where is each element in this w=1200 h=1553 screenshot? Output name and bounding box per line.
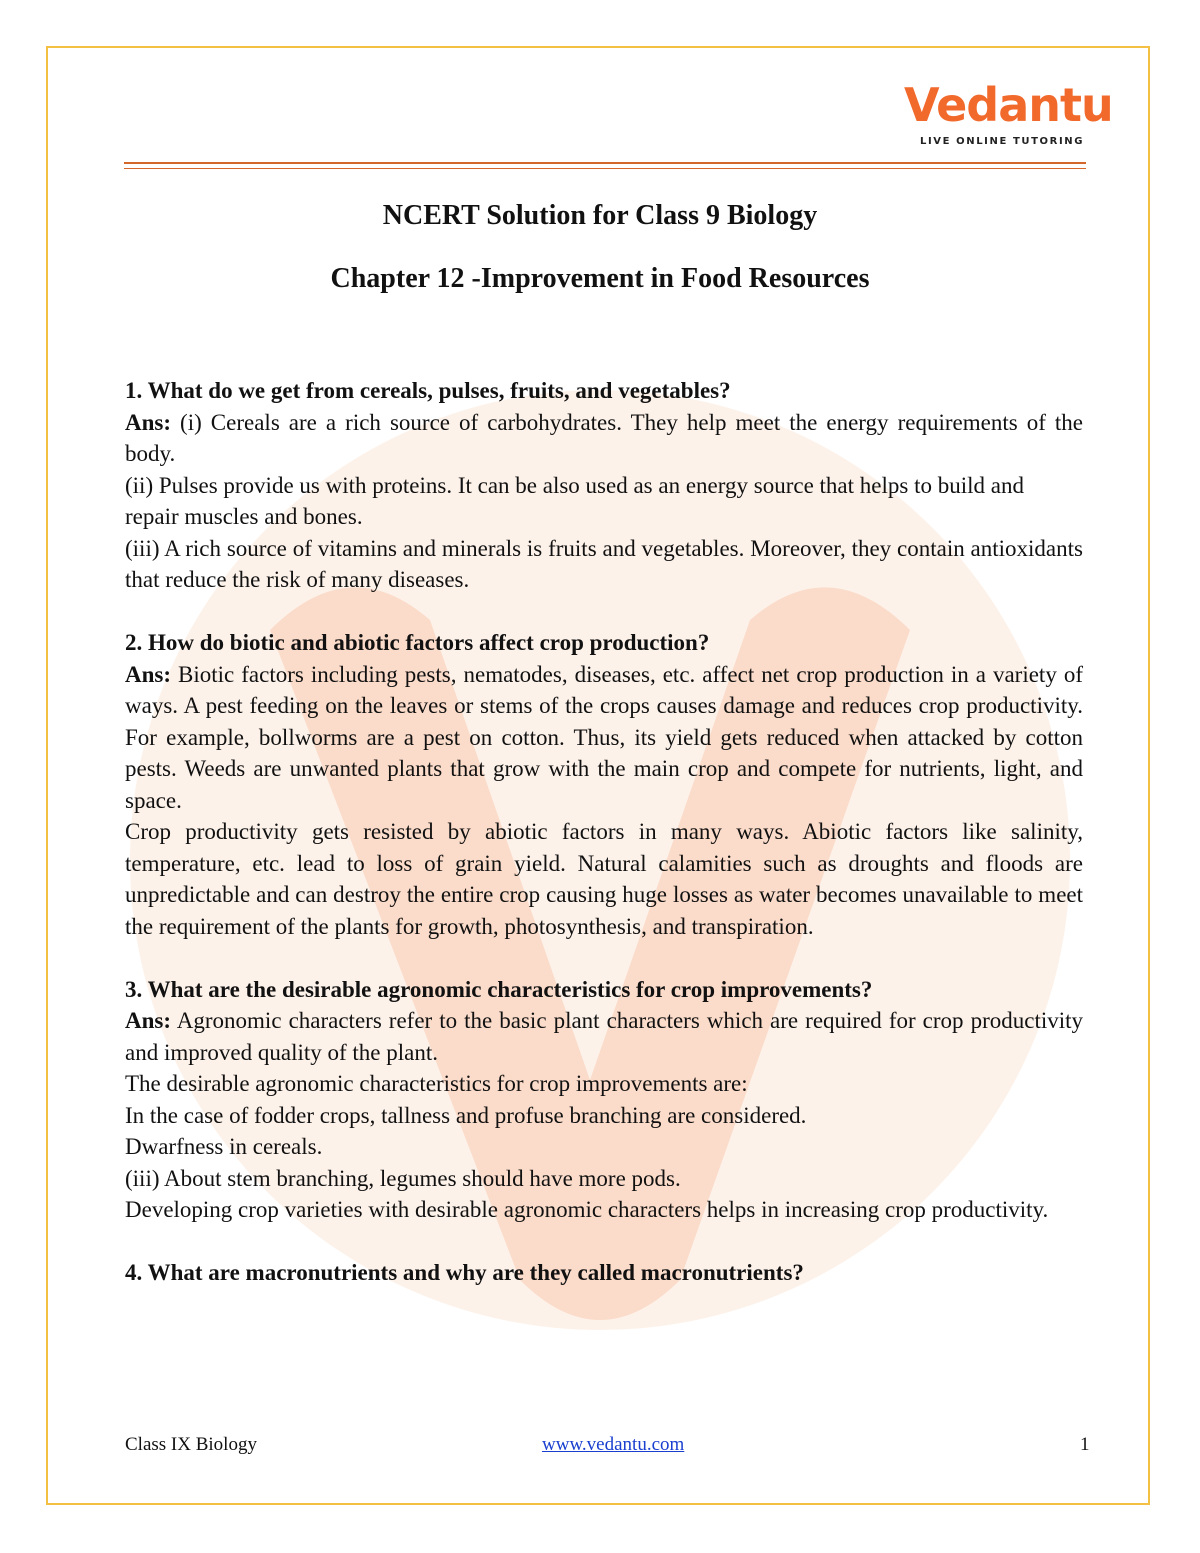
answer-label: Ans:	[125, 409, 172, 435]
answer-label: Ans:	[125, 1008, 172, 1033]
answer-1	[125, 407, 1083, 470]
answer-text: Agronomic characters refer to the basic plant characters which are required for crop productivity and improved quality of the plant.	[125, 1008, 1083, 1065]
answer-line: repair muscles and bones.	[125, 504, 363, 529]
question-block-1	[125, 375, 1083, 596]
question-block-2	[125, 627, 1083, 942]
content	[125, 375, 1083, 1289]
answer-line: Dwarfness in cereals.	[125, 1134, 323, 1159]
answer-line: Developing crop varieties with desirable agronomic characters helps in increasing crop productivity.	[125, 1197, 1049, 1222]
question-block-4	[125, 1257, 1083, 1289]
header-rule	[124, 162, 1086, 164]
footer-website-link[interactable]: www.vedantu.com	[542, 1434, 685, 1455]
answer-line: The desirable agronomic characteristics for crop improvements are:	[125, 1071, 748, 1096]
question-block-3	[125, 974, 1083, 1226]
question-4: 4. What are macronutrients and why are they called macronutrients?	[125, 1260, 804, 1285]
answer-2	[125, 659, 1083, 817]
answer-line: (ii) Pulses provide us with proteins. It can be also used as an energy source that helps to build and	[125, 472, 1024, 498]
vedantu-logo	[904, 78, 1113, 150]
logo-brand: Vedantu	[904, 78, 1113, 132]
question-1: 1. What do we get from cereals, pulses, fruits, and vegetables?	[125, 378, 731, 403]
answer-text: Biotic factors including pests, nematodes, diseases, etc. affect net crop production in a variety of ways. A pest feeding on the leaves or stems of the crops causes damage and reduces crop productivity. For example, bollworms are a pest on cotton. Thus, its yield gets reduced when attacked by cotton pests. Weeds are unwanted plants that grow with the main crop and compete for nutrients, light, and space.	[125, 661, 1083, 813]
logo-tagline: LIVE ONLINE TUTORING	[920, 136, 1085, 147]
answer-line: (iii) About stem branching, legumes should have more pods.	[125, 1165, 681, 1191]
answer-line: Crop productivity gets resisted by abiotic factors in many ways. Abiotic factors like salinity, temperature, etc. lead to loss of grain yield. Natural calamities such as droughts and floods are unpredictable and can destroy the entire crop causing huge losses as water becomes unavailable to meet the requirement of the plants for growth, photosynthesis, and transpiration.	[125, 819, 1083, 939]
chapter-title: Chapter 12 -Improvement in Food Resources	[330, 263, 870, 294]
answer-3	[125, 1005, 1083, 1068]
question-3: 3. What are the desirable agronomic characteristics for crop improvements?	[125, 976, 873, 1002]
footer-class-label: Class IX Biology	[125, 1434, 257, 1455]
answer-text: (i) Cereals are a rich source of carbohydrates. They help meet the energy requirements of the body.	[125, 409, 1083, 466]
header-rule-thin	[124, 168, 1086, 169]
document-title: NCERT Solution for Class 9 Biology	[382, 200, 818, 231]
page-number: 1	[1080, 1434, 1090, 1455]
question-2: 2. How do biotic and abiotic factors affect crop production?	[125, 630, 710, 655]
answer-line: (iii) A rich source of vitamins and minerals is fruits and vegetables. Moreover, they contain antioxidants that reduce the risk of many diseases.	[125, 535, 1083, 592]
answer-line: In the case of fodder crops, tallness and profuse branching are considered.	[125, 1102, 807, 1128]
answer-label: Ans:	[125, 661, 172, 687]
